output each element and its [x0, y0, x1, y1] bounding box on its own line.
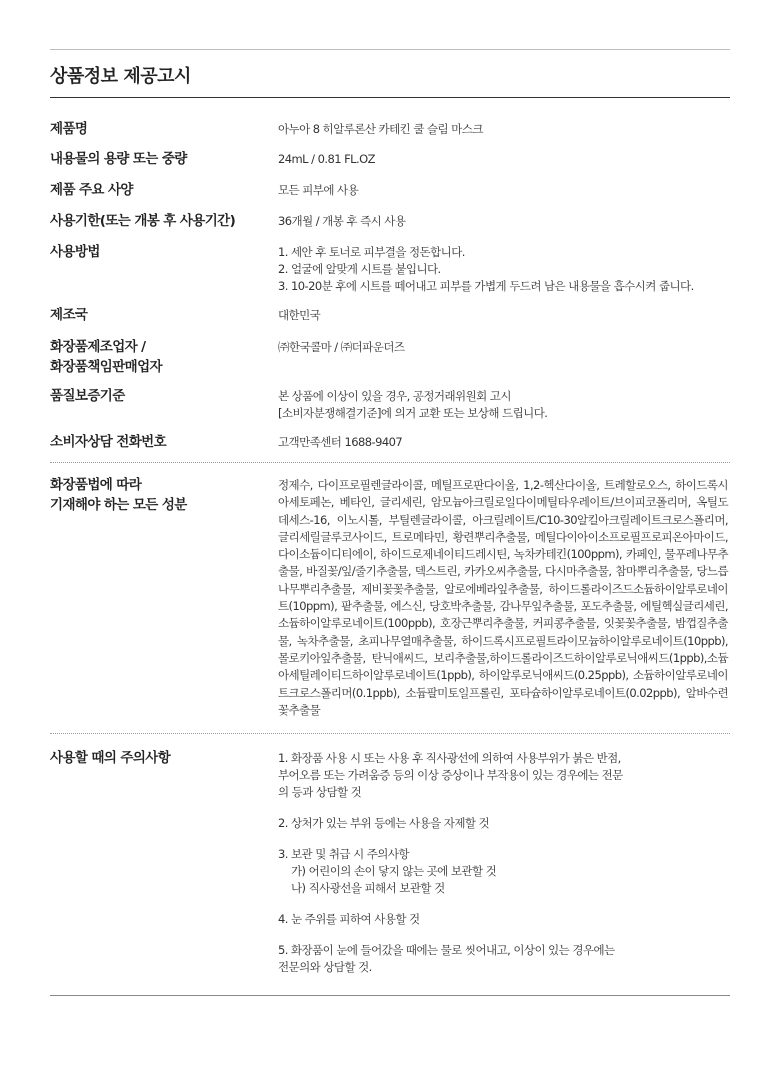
top-divider	[50, 49, 730, 50]
caution-line: 4. 눈 주위를 피하여 사용할 것	[278, 912, 420, 926]
info-value	[278, 307, 740, 324]
caution-subitem: 가) 어린이의 손이 닿지 않는 곳에 보관할 것	[291, 864, 497, 878]
info-label: 제품명	[50, 121, 88, 137]
info-value-line: 대한민국	[278, 308, 321, 322]
caution-line: 3. 보관 및 취급 시 주의사항	[278, 847, 409, 861]
info-label: 품질보증기준	[50, 388, 125, 404]
info-value	[278, 434, 740, 451]
caution-line: 2. 상처가 있는 부위 등에는 사용을 자제할 것	[278, 816, 490, 830]
cautions-label: 사용할 때의 주의사항	[50, 750, 171, 766]
info-value-line: 고객만족센터 1688-9407	[278, 435, 403, 449]
caution-line: 전문의와 상담할 것.	[278, 960, 372, 974]
caution-item	[278, 942, 740, 976]
info-label: 제품 주요 사양	[50, 182, 133, 198]
info-value	[278, 213, 740, 230]
info-value	[278, 121, 740, 138]
caution-item	[278, 911, 740, 928]
ingredients-label: 화장품법에 따라 기재해야 하는 모든 성분	[50, 477, 187, 513]
info-value-line: 24mL / 0.81 FL.OZ	[278, 152, 375, 166]
cautions-list	[278, 750, 740, 990]
info-label: 사용방법	[50, 244, 100, 260]
dotted-divider-2	[50, 733, 730, 734]
caution-line: 부어오름 또는 가려움증 등의 이상 증상이나 부작용이 있는 경우에는 전문	[278, 768, 623, 782]
info-value-line: 본 상품에 이상이 있을 경우, 공정거래위원회 고시	[278, 389, 511, 403]
dotted-divider-1	[50, 462, 730, 463]
info-value-line: 2. 얼굴에 알맞게 시트를 붙입니다.	[278, 262, 441, 276]
info-value-line: [소비자분쟁해결기준]에 의거 교환 또는 보상해 드립니다.	[278, 406, 548, 420]
bottom-divider	[50, 995, 730, 996]
info-value	[278, 244, 740, 295]
ingredients-text: 정제수, 다이프로필렌글라이콜, 메틸프로판다이올, 1,2-헥산다이올, 트레할로오스, 하이드록시아세토페논, 베타인, 글리세린, 암모늄아크릴로일다이메틸타우레이트/브이피코폴리머, 옥틸도데세스-16, 이노시톨, 부틸렌글라이콜, 아크릴레이트/C10-30알킬아크릴레이트크로스폴리머, 글리세릴글루코사이드, 트로메타민, 황련뿌리추출물, 메틸다이아이소프로필프로피온아마이드, 다이소듐이디티에이, 하이드로제네이티드레시틴, 녹차카테킨(100ppm), 카페인, 물푸레나무추출물, 바질꽃/잎/줄기추출물, 덱스트린, 카카오씨추출물, 다시마추출물, 참마뿌리추출물, 당느릅나무뿌리추출물, 제비꽃꽃추출물, 알로에베라잎추출물, 하이드롤라이즈드소듐하이알루로네이트(10ppm), 팥추출물, 에스신, 당호박추출물, 감나무잎추출물, 포도추출물, 에틸헥실글리세린, 소듐하이알루로네이트(100ppb), 호장근뿌리추출물, 커피콩추출물, 잇꽃꽃추출물, 밤껍질추출물, 녹차추출물, 초피나무열매추출물, 하이드록시프로필트라이모늄하이알루로네이트(10ppb), 몰로키아잎추출물, 탄닉애씨드, 보리추출물,하이드롤라이즈드하이알루로닉애씨드(1ppb),소듐아세틸레이티드하이알루로네이트(1ppb), 하이알루로닉애씨드(0.25ppb), 소듐하이알루로네이트크로스폴리머(0.1ppb), 소듐팔미토일프롤린, 포타슘하이알루로네이트(0.02ppb), 알바수련꽃추출물	[278, 478, 728, 717]
info-label: 화장품제조업자 / 화장품책임판매업자	[50, 339, 162, 375]
caution-line: 1. 화장품 사용 시 또는 사용 후 직사광선에 의하여 사용부위가 붉은 반점,	[278, 751, 621, 765]
info-value-line: 아누아 8 히알루론산 카테킨 쿨 슬림 마스크	[278, 122, 483, 136]
info-label: 사용기한(또는 개봉 후 사용기간)	[50, 213, 236, 229]
info-value-line: 모든 피부에 사용	[278, 183, 359, 197]
caution-item	[278, 750, 740, 801]
caution-subitem: 나) 직사광선을 피해서 보관할 것	[291, 881, 445, 895]
page-title: 상품정보 제공고시	[50, 66, 191, 87]
title-divider	[50, 97, 730, 98]
info-value	[278, 339, 740, 356]
info-label: 내용물의 용량 또는 중량	[50, 151, 187, 167]
info-value	[278, 182, 740, 199]
info-value	[278, 388, 740, 422]
caution-item	[278, 846, 740, 897]
info-value-line: 36개월 / 개봉 후 즉시 사용	[278, 214, 406, 228]
info-value-line: ㈜한국콜마 / ㈜더파운더즈	[278, 340, 405, 354]
caution-item	[278, 815, 740, 832]
caution-line: 의 등과 상담할 것	[278, 785, 362, 799]
info-label: 제조국	[50, 307, 88, 323]
caution-line: 5. 화장품이 눈에 들어갔을 때에는 물로 씻어내고, 이상이 있는 경우에는	[278, 943, 615, 957]
info-value	[278, 151, 740, 168]
info-value-line: 3. 10-20분 후에 시트를 떼어내고 피부를 가볍게 두드려 남은 내용물을 흡수시켜 줍니다.	[278, 279, 694, 293]
info-value-line: 1. 세안 후 토너로 피부결을 정돈합니다.	[278, 245, 465, 259]
info-label: 소비자상담 전화번호	[50, 434, 167, 450]
